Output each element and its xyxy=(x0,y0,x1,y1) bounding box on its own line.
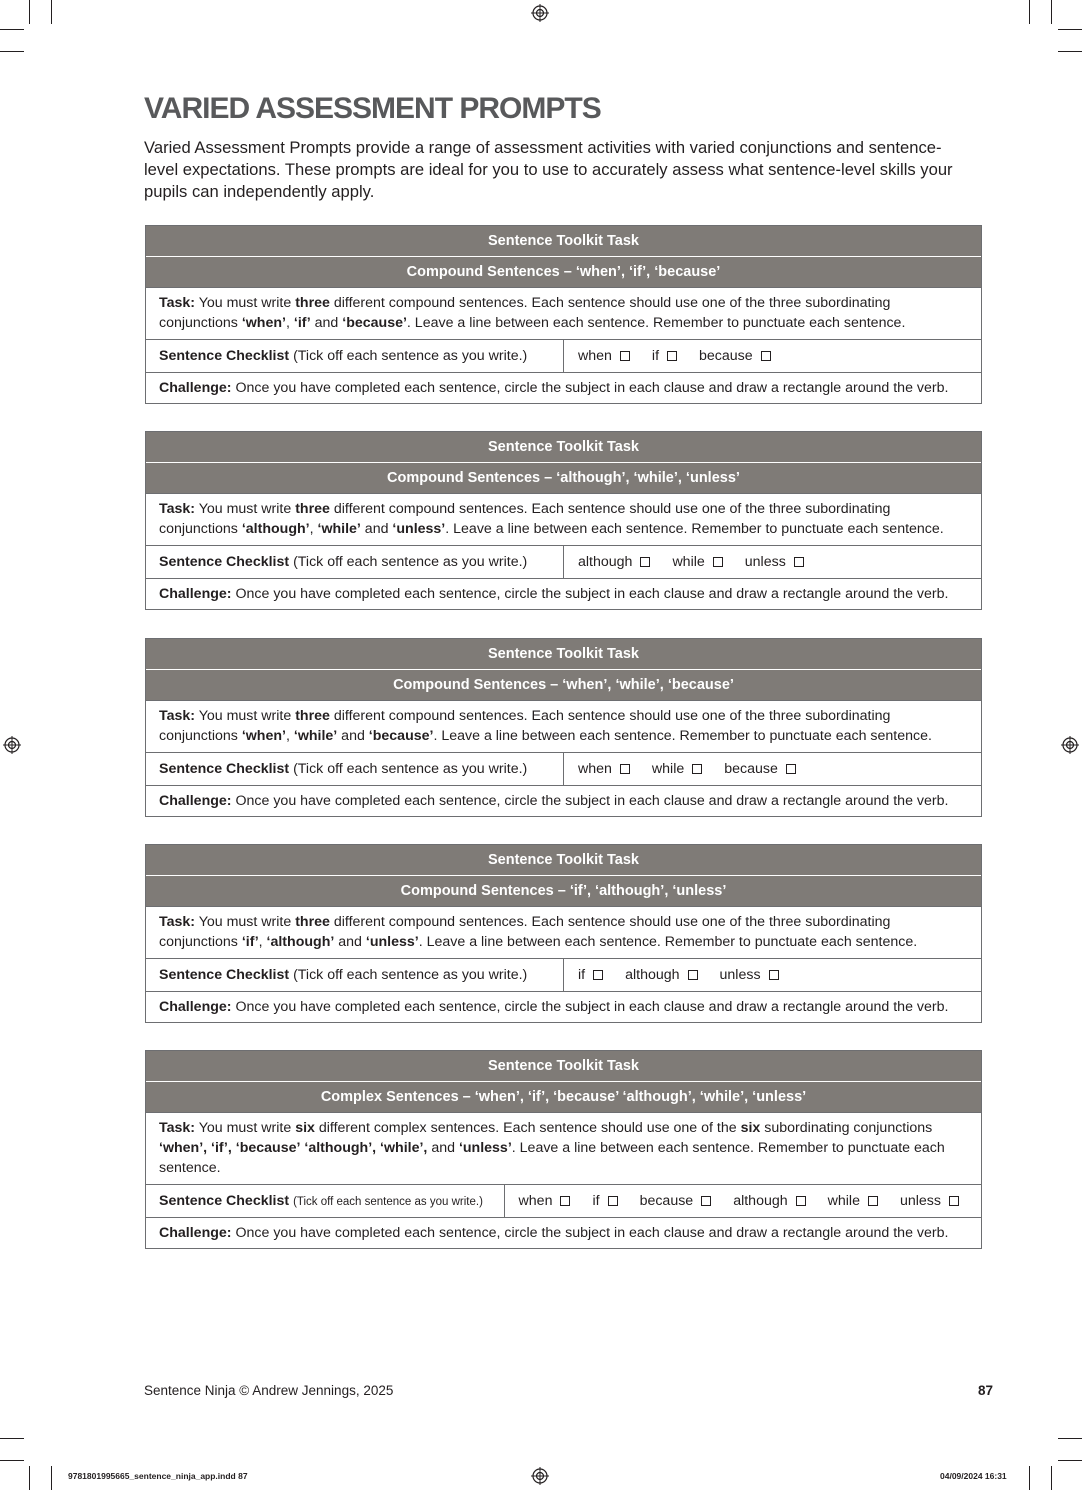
task-header: Sentence Toolkit Task xyxy=(146,845,981,876)
checklist-label: Sentence Checklist (Tick off each sentence as you write.) xyxy=(146,546,564,578)
crop-mark xyxy=(0,29,24,30)
checkbox-icon[interactable] xyxy=(640,557,650,567)
task-description: Task: You must write three different compound sentences. Each sentence should use one of the three subordinating conjunctions ‘although’, ‘while’ and ‘unless’. Leave a line between each sentence. Remember to punctuate each sentence. xyxy=(146,494,981,546)
task-table xyxy=(145,431,982,610)
checklist-item[interactable]: while xyxy=(828,1193,878,1209)
footer-copyright: Sentence Ninja © Andrew Jennings, 2025 xyxy=(144,1383,394,1398)
challenge-row: Challenge: Once you have completed each sentence, circle the subject in each clause and draw a rectangle around the verb. xyxy=(159,793,949,809)
checkbox-icon[interactable] xyxy=(786,764,796,774)
task-table xyxy=(145,844,982,1023)
page-number: 87 xyxy=(978,1383,994,1398)
checkbox-icon[interactable] xyxy=(593,970,603,980)
checklist-item[interactable]: unless xyxy=(720,967,779,983)
checklist-item[interactable]: unless xyxy=(900,1193,959,1209)
crop-mark xyxy=(1051,0,1052,24)
task-table xyxy=(145,225,982,404)
task-table xyxy=(145,638,982,817)
task-description: Task: You must write three different compound sentences. Each sentence should use one of the three subordinating conjunctions ‘when’, ‘while’ and ‘because’. Leave a line between each sentence. Remember to punctuate each sentence. xyxy=(146,701,981,753)
task-subheader: Compound Sentences – ‘when’, ‘while’, ‘because’ xyxy=(146,670,981,701)
task-subheader: Complex Sentences – ‘when’, ‘if’, ‘because’ ‘although’, ‘while’, ‘unless’ xyxy=(146,1082,981,1113)
checkbox-icon[interactable] xyxy=(608,1196,618,1206)
task-header: Sentence Toolkit Task xyxy=(146,639,981,670)
checklist-item[interactable]: while xyxy=(652,761,702,777)
crop-mark xyxy=(0,1438,24,1439)
checklist-item[interactable]: when xyxy=(578,348,630,364)
task-subheader: Compound Sentences – ‘although’, ‘while’, ‘unless’ xyxy=(146,463,981,494)
checklist-item[interactable]: although xyxy=(578,554,650,570)
task-description: Task: You must write three different compound sentences. Each sentence should use one of the three subordinating conjunctions ‘if’, ‘although’ and ‘unless’. Leave a line between each sentence. Remember to punctuate each sentence. xyxy=(146,907,981,959)
checkbox-icon[interactable] xyxy=(620,351,630,361)
challenge-row: Challenge: Once you have completed each sentence, circle the subject in each clause and draw a rectangle around the verb. xyxy=(159,999,949,1015)
checklist-label: Sentence Checklist (Tick off each sentence as you write.) xyxy=(146,753,564,785)
crop-mark xyxy=(0,51,24,52)
crop-mark xyxy=(1058,29,1082,30)
checklist-label: Sentence Checklist (Tick off each sentence as you write.) xyxy=(146,1185,505,1217)
crop-mark xyxy=(51,1466,52,1490)
checkbox-icon[interactable] xyxy=(868,1196,878,1206)
checkbox-icon[interactable] xyxy=(692,764,702,774)
crop-mark xyxy=(29,1466,30,1490)
checkbox-icon[interactable] xyxy=(560,1196,570,1206)
checkbox-icon[interactable] xyxy=(701,1196,711,1206)
checkbox-icon[interactable] xyxy=(688,970,698,980)
checklist-item[interactable]: while xyxy=(672,554,722,570)
crop-mark xyxy=(51,0,52,24)
crop-mark xyxy=(1029,1466,1030,1490)
task-subheader: Compound Sentences – ‘when’, ‘if’, ‘because’ xyxy=(146,257,981,288)
checklist-item[interactable]: because xyxy=(640,1193,712,1209)
task-header: Sentence Toolkit Task xyxy=(146,226,981,257)
slug-datetime: 04/09/2024 16:31 xyxy=(940,1471,1007,1481)
checkbox-icon[interactable] xyxy=(620,764,630,774)
checkbox-icon[interactable] xyxy=(949,1196,959,1206)
task-header: Sentence Toolkit Task xyxy=(146,1051,981,1082)
checklist-item[interactable]: if xyxy=(652,348,677,364)
checklist-label: Sentence Checklist (Tick off each sentence as you write.) xyxy=(146,959,564,991)
crop-mark xyxy=(0,1460,24,1461)
registration-mark-icon xyxy=(531,4,549,22)
challenge-row: Challenge: Once you have completed each sentence, circle the subject in each clause and draw a rectangle around the verb. xyxy=(159,1225,949,1241)
crop-mark xyxy=(1058,51,1082,52)
checklist-row xyxy=(146,340,981,373)
checklist-item[interactable]: unless xyxy=(745,554,804,570)
checklist-item[interactable]: although xyxy=(733,1193,805,1209)
checklist-item[interactable]: if xyxy=(592,1193,617,1209)
challenge-row: Challenge: Once you have completed each sentence, circle the subject in each clause and draw a rectangle around the verb. xyxy=(159,380,949,396)
checkbox-icon[interactable] xyxy=(769,970,779,980)
checklist-item[interactable]: if xyxy=(578,967,603,983)
checklist-item[interactable]: when xyxy=(519,1193,571,1209)
slug-filename: 9781801995665_sentence_ninja_app.indd 87 xyxy=(68,1471,248,1481)
checklist-item[interactable]: when xyxy=(578,761,630,777)
crop-mark xyxy=(1029,0,1030,24)
crop-mark xyxy=(1051,1466,1052,1490)
checklist-item[interactable]: although xyxy=(625,967,697,983)
task-description: Task: You must write six different complex sentences. Each sentence should use one of the six subordinating conjunctions ‘when’, ‘if’, ‘because’ ‘although’, ‘while’, and ‘unless’. Leave a line between each sentence. Remember to punctuate each sentence. xyxy=(146,1113,981,1185)
crop-mark xyxy=(1058,1460,1082,1461)
checklist-label: Sentence Checklist (Tick off each sentence as you write.) xyxy=(146,340,564,372)
page-title: VARIED ASSESSMENT PROMPTS xyxy=(144,92,601,125)
checkbox-icon[interactable] xyxy=(796,1196,806,1206)
task-description: Task: You must write three different compound sentences. Each sentence should use one of the three subordinating conjunctions ‘when’, ‘if’ and ‘because’. Leave a line between each sentence. Remember to punctuate each sentence. xyxy=(146,288,981,340)
registration-mark-icon xyxy=(3,736,21,754)
checkbox-icon[interactable] xyxy=(761,351,771,361)
task-subheader: Compound Sentences – ‘if’, ‘although’, ‘unless’ xyxy=(146,876,981,907)
checkbox-icon[interactable] xyxy=(794,557,804,567)
checklist-row xyxy=(146,1185,981,1218)
checkbox-icon[interactable] xyxy=(667,351,677,361)
intro-paragraph: Varied Assessment Prompts provide a range of assessment activities with varied conjunctions and sentence-level expectations. These prompts are ideal for you to use to accurately assess what sentence-level skills your pupils can independently apply. xyxy=(144,138,953,201)
checklist-row xyxy=(146,753,981,786)
checkbox-icon[interactable] xyxy=(713,557,723,567)
registration-mark-icon xyxy=(531,1467,549,1485)
crop-mark xyxy=(1058,1438,1082,1439)
checklist-item[interactable]: because xyxy=(724,761,796,777)
registration-mark-icon xyxy=(1061,736,1079,754)
task-table-complex xyxy=(145,1050,982,1249)
challenge-row: Challenge: Once you have completed each sentence, circle the subject in each clause and draw a rectangle around the verb. xyxy=(159,586,949,602)
crop-mark xyxy=(29,0,30,24)
task-header: Sentence Toolkit Task xyxy=(146,432,981,463)
checklist-item[interactable]: because xyxy=(699,348,771,364)
checklist-row xyxy=(146,959,981,992)
checklist-row xyxy=(146,546,981,579)
